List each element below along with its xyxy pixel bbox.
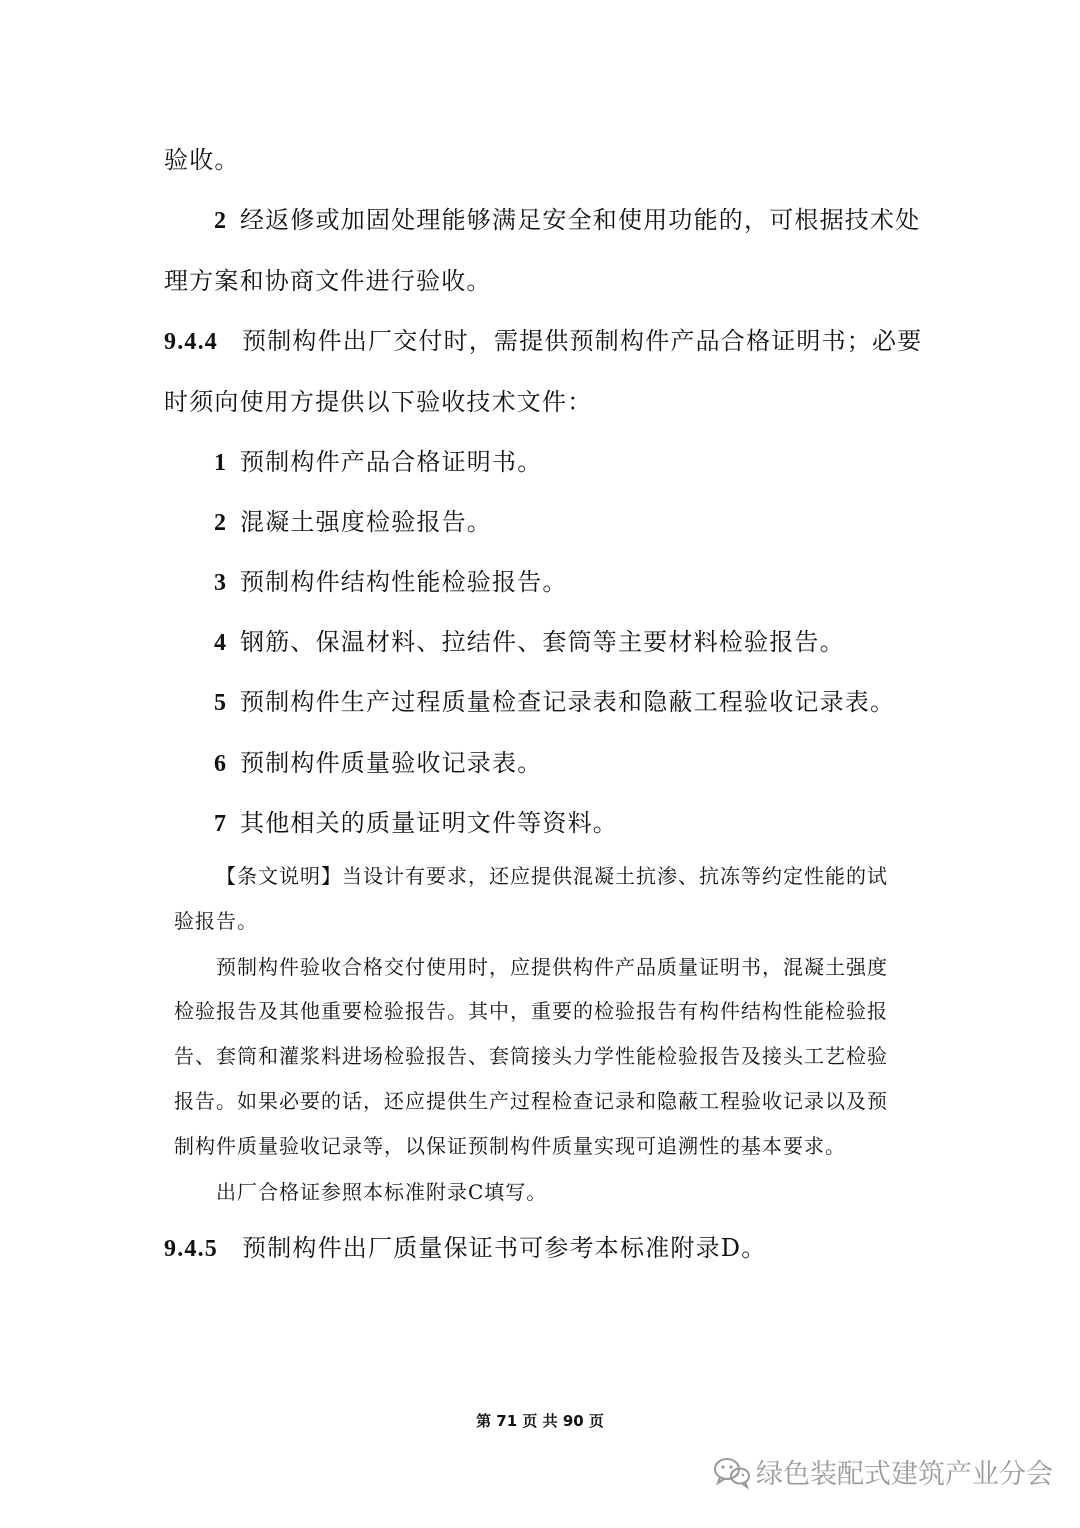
item-text: 预制构件结构性能检验报告。 <box>240 568 568 596</box>
item-text: 预制构件生产过程质量检查记录表和隐蔽工程验收记录表。 <box>240 688 896 716</box>
note-line: 报告。如果必要的话，还应提供生产过程检查记录和隐蔽工程验收记录以及预 <box>174 1089 888 1113</box>
item-number: 3 <box>214 570 228 596</box>
clause-number: 9.4.5 <box>164 1236 218 1262</box>
watermark-text: 绿色装配式建筑产业分会 <box>756 1459 1053 1490</box>
item-text: 钢筋、保温材料、拉结件、套筒等主要材料检验报告。 <box>240 628 845 656</box>
note-line: 预制构件验收合格交付使用时，应提供构件产品质量证明书，混凝土强度 <box>216 955 888 979</box>
note-line: 出厂合格证参照本标准附录C填写。 <box>216 1180 548 1204</box>
clause-text: 预制构件出厂交付时，需提供预制构件产品合格证明书；必要 <box>242 327 923 355</box>
list-item <box>214 811 618 836</box>
clause-9-4-4 <box>164 329 922 354</box>
note-line: 制构件质量验收记录等，以保证预制构件质量实现可追溯性的基本要求。 <box>174 1134 846 1158</box>
list-item <box>214 751 542 776</box>
note-line: 检验报告及其他重要检验报告。其中，重要的检验报告有构件结构性能检验报 <box>174 999 888 1023</box>
text-line: 理方案和协商文件进行验收。 <box>164 267 492 295</box>
item-number: 5 <box>214 690 228 716</box>
item-text: 经返修或加固处理能够满足安全和使用功能的，可根据技术处 <box>240 206 921 234</box>
list-item <box>214 690 895 715</box>
item-text: 预制构件产品合格证明书。 <box>240 448 543 476</box>
note-line: 验报告。 <box>174 909 258 933</box>
item-number: 4 <box>214 630 228 656</box>
page-footer: 第 71 页 共 90 页 <box>476 1412 604 1430</box>
text-line: 时须向使用方提供以下验收技术文件： <box>164 388 593 416</box>
list-item <box>214 208 920 233</box>
note-line: 告、套筒和灌浆料进场检验报告、套筒接头力学性能检验报告及接头工艺检验 <box>174 1044 888 1068</box>
clause-9-4-5 <box>164 1236 766 1261</box>
item-number: 2 <box>214 208 228 234</box>
item-number: 6 <box>214 751 228 777</box>
clause-text: 预制构件出厂质量保证书可参考本标准附录D。 <box>242 1234 767 1262</box>
clause-number: 9.4.4 <box>164 329 218 355</box>
item-text: 预制构件质量验收记录表。 <box>240 749 543 777</box>
item-text: 混凝土强度检验报告。 <box>240 508 492 536</box>
list-item <box>214 450 542 475</box>
item-number: 2 <box>214 510 228 536</box>
list-item <box>214 630 845 655</box>
note-line: 【条文说明】当设计有要求，还应提供混凝土抗渗、抗冻等约定性能的试 <box>216 864 888 888</box>
item-number: 1 <box>214 450 228 476</box>
wechat-icon <box>712 1455 752 1489</box>
text-line: 验收。 <box>164 146 240 174</box>
list-item <box>214 570 568 595</box>
watermark <box>712 1452 1053 1491</box>
list-item <box>214 510 492 535</box>
item-number: 7 <box>214 811 228 837</box>
item-text: 其他相关的质量证明文件等资料。 <box>240 809 618 837</box>
